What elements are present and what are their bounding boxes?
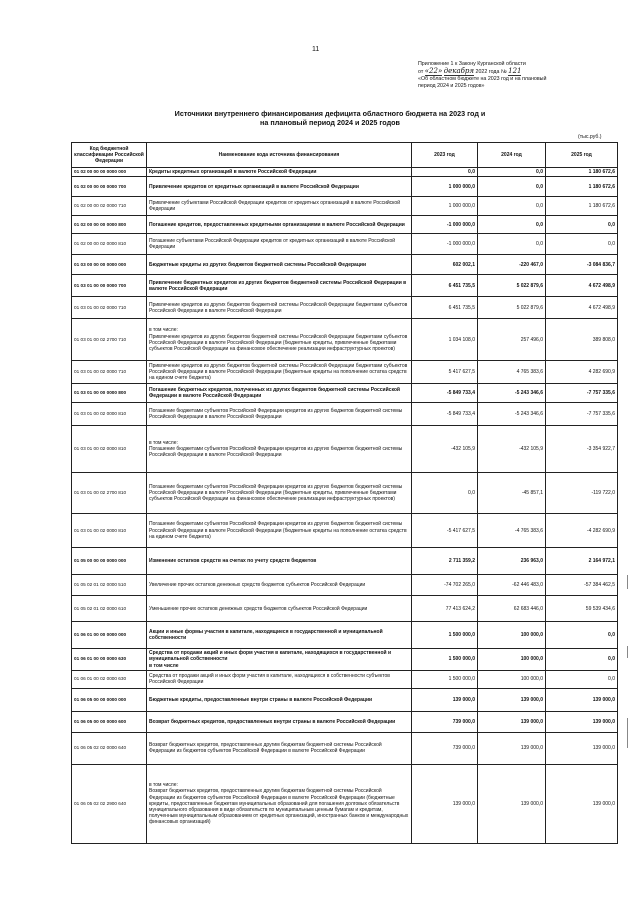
title-line-1: Источники внутреннего финансирования дефицита областного бюджета на 2023 год и [174, 109, 486, 118]
row-code: 01 05 02 01 02 0000 610 [72, 596, 147, 622]
row-code: 01 02 00 00 00 0000 000 [72, 168, 147, 177]
row-value-2023: -5 849 733,4 [412, 403, 478, 426]
row-code: 01 03 01 00 02 0000 710 [72, 297, 147, 319]
row-name: в том числе: Привлечение кредитов из других бюджетов бюджетной системы Российской Федерации бюджетами субъектов Российской Федерации в валюте Российской Федерации (бюджетные кредиты, привлеченные бюджетами субъектов Российской Федерации на финансовое обеспечение реализации инфраструктурных проектов) [147, 319, 412, 361]
table-row [72, 575, 618, 596]
row-name: Погашение бюджетами субъектов Российской Федерации кредитов из других бюджетов бюджетной системы Российской Федерации в валюте Российской Федерации [147, 403, 412, 426]
row-value-2024: 0,0 [478, 177, 546, 197]
table-row [72, 197, 618, 216]
table-row [72, 473, 618, 514]
row-value-2023: 77 413 624,2 [412, 596, 478, 622]
row-code: 01 03 01 00 02 2700 710 [72, 319, 147, 361]
row-code: 01 03 01 00 02 2700 810 [72, 473, 147, 514]
row-value-2024: -432 105,9 [478, 426, 546, 473]
row-value-2023: -5 849 733,4 [412, 384, 478, 403]
margin-tick [627, 646, 628, 658]
row-value-2025: -3 354 922,7 [546, 426, 618, 473]
row-value-2024: 4 765 383,6 [478, 361, 546, 384]
row-value-2025: 139 000,0 [546, 732, 618, 764]
row-code: 01 03 01 00 00 0000 700 [72, 275, 147, 297]
table-row [72, 688, 618, 711]
table-row [72, 255, 618, 275]
row-value-2024: -62 446 483,0 [478, 575, 546, 596]
document-title [130, 109, 530, 127]
table-row [72, 649, 618, 671]
row-code: 01 05 02 01 02 0000 510 [72, 575, 147, 596]
row-value-2024: 5 022 879,6 [478, 275, 546, 297]
table-row [72, 177, 618, 197]
row-name: в том числе: Возврат бюджетных кредитов, предоставленных другим бюджетам бюджетной системы Российской Федерации из бюджетов субъектов Российской Федерации в валюте Российской Федерации (бюджетные кредиты, предоставленные бюджетам муниципальных образований для погашения долговых обязательств муниципального образования в виде обязательств по муниципальным ценным бумагам и кредитам, полученным муниципальным образованием от кредитных организаций, иностранных банков и международных финансовых организаций) [147, 764, 412, 843]
table-body [72, 168, 618, 844]
row-value-2023: 1 500 000,0 [412, 622, 478, 649]
table-row [72, 216, 618, 234]
row-name: Средства от продажи акций и иных форм участия в капитале, находящихся в государственной и муниципальной собственности в том числе [147, 649, 412, 671]
row-name: Возврат бюджетных кредитов, предоставленных внутри страны в валюте Российской Федерации [147, 711, 412, 732]
row-value-2024: -220 467,0 [478, 255, 546, 275]
row-value-2024: 0,0 [478, 197, 546, 216]
table-row [72, 426, 618, 473]
table-row [72, 548, 618, 575]
table-row [72, 732, 618, 764]
row-name: Кредиты кредитных организаций в валюте Российской Федерации [147, 168, 412, 177]
table-row [72, 622, 618, 649]
row-value-2023: 139 000,0 [412, 688, 478, 711]
table-row [72, 297, 618, 319]
header-code: Код бюджетной классификации Российской Федерации [72, 143, 147, 168]
row-code: 01 06 01 00 02 0000 630 [72, 670, 147, 688]
table-row [72, 234, 618, 255]
row-name: Акции и иные формы участия в капитале, находящиеся в государственной и муниципальной собственности [147, 622, 412, 649]
row-name: Привлечение бюджетных кредитов из других бюджетов бюджетной системы Российской Федерации в валюте Российской Федерации [147, 275, 412, 297]
row-value-2023: 1 500 000,0 [412, 670, 478, 688]
row-value-2023: -432 105,9 [412, 426, 478, 473]
table-row [72, 711, 618, 732]
row-name: Бюджетные кредиты из других бюджетов бюджетной системы Российской Федерации [147, 255, 412, 275]
row-code: 01 02 00 00 02 0000 710 [72, 197, 147, 216]
margin-tick [627, 718, 628, 748]
row-code: 01 03 01 00 02 0000 810 [72, 514, 147, 548]
row-value-2023: -74 702 265,0 [412, 575, 478, 596]
row-value-2023: 2 711 359,2 [412, 548, 478, 575]
row-value-2023: 739 000,0 [412, 711, 478, 732]
page-number: 11 [312, 46, 320, 53]
row-code: 01 06 05 00 00 0000 000 [72, 688, 147, 711]
appendix-line-2 [418, 68, 618, 76]
row-name: Погашение бюджетами субъектов Российской Федерации кредитов из других бюджетов бюджетной системы Российской Федерации в валюте Российской Федерации (бюджетные кредиты на пополнение остатка средств на едином счете бюджета) [147, 514, 412, 548]
row-value-2023: 6 451 735,5 [412, 275, 478, 297]
row-name: Привлечение кредитов от кредитных организаций в валюте Российской Федерации [147, 177, 412, 197]
row-value-2024: -4 765 383,6 [478, 514, 546, 548]
row-value-2025: -4 282 690,9 [546, 514, 618, 548]
row-value-2025: 2 164 972,1 [546, 548, 618, 575]
row-value-2024: 139 000,0 [478, 711, 546, 732]
row-value-2025: -119 722,0 [546, 473, 618, 514]
row-name: Погашение кредитов, предоставленных кредитными организациями в валюте Российской Федерации [147, 216, 412, 234]
appendix-number: 121 [508, 67, 522, 75]
appendix-line-3: «Об областном бюджете на 2023 год и на плановый [418, 76, 547, 82]
row-value-2023: 1 500 000,0 [412, 649, 478, 671]
table-row [72, 764, 618, 843]
row-name: Средства от продажи акций и иных форм участия в капитале, находящихся в собственности субъектов Российской Федерации [147, 670, 412, 688]
row-value-2024: 236 963,0 [478, 548, 546, 575]
margin-tick [627, 575, 628, 589]
table-row [72, 403, 618, 426]
row-value-2024: 0,0 [478, 216, 546, 234]
row-code: 01 03 00 00 00 0000 000 [72, 255, 147, 275]
row-value-2025: 4 672 498,9 [546, 275, 618, 297]
row-value-2023: 0,0 [412, 473, 478, 514]
row-name: Погашение бюджетами субъектов Российской Федерации кредитов из других бюджетов бюджетной системы Российской Федерации в валюте Российской Федерации (бюджетные кредиты, привлеченные бюджетами субъектов Российской Федерации на финансовое обеспечение реализации инфраструктурных проектов) [147, 473, 412, 514]
row-value-2023: -1 000 000,0 [412, 234, 478, 255]
appendix-note [418, 61, 618, 90]
row-value-2025: -57 384 462,5 [546, 575, 618, 596]
row-value-2024: 100 000,0 [478, 622, 546, 649]
row-name: Увеличение прочих остатков денежных средств бюджетов субъектов Российской Федерации [147, 575, 412, 596]
row-value-2025: 139 000,0 [546, 688, 618, 711]
row-name: Изменение остатков средств на счетах по учету средств бюджетов [147, 548, 412, 575]
appendix-day: «22» [424, 67, 443, 75]
row-value-2025: 389 808,0 [546, 319, 618, 361]
row-value-2025: 1 180 672,6 [546, 177, 618, 197]
row-code: 01 05 00 00 00 0000 000 [72, 548, 147, 575]
row-value-2025: 0,0 [546, 234, 618, 255]
row-value-2025: 1 180 672,6 [546, 168, 618, 177]
financing-sources-table [71, 142, 618, 844]
table-row [72, 319, 618, 361]
row-value-2024: -45 857,1 [478, 473, 546, 514]
appendix-month: декабря [443, 67, 475, 75]
row-code: 01 03 01 00 02 0000 710 [72, 361, 147, 384]
row-code: 01 03 01 00 02 0000 810 [72, 426, 147, 473]
row-code: 01 06 05 02 02 2900 640 [72, 764, 147, 843]
row-value-2024: 257 496,0 [478, 319, 546, 361]
row-code: 01 03 01 00 00 0000 800 [72, 384, 147, 403]
appendix-from: от [418, 69, 424, 75]
row-name: Уменьшение прочих остатков денежных средств бюджетов субъектов Российской Федерации [147, 596, 412, 622]
row-value-2023: -1 000 000,0 [412, 216, 478, 234]
row-value-2024: 139 000,0 [478, 764, 546, 843]
row-value-2023: 5 417 627,5 [412, 361, 478, 384]
row-value-2024: 100 000,0 [478, 670, 546, 688]
table-header-row [72, 143, 618, 168]
table-row [72, 168, 618, 177]
row-value-2023: -5 417 627,5 [412, 514, 478, 548]
appendix-year: 2022 года № [475, 69, 507, 75]
table-row [72, 670, 618, 688]
header-2023: 2023 год [412, 143, 478, 168]
row-code: 01 02 00 00 00 0000 800 [72, 216, 147, 234]
row-value-2024: -5 243 346,6 [478, 384, 546, 403]
table-row [72, 275, 618, 297]
row-value-2023: 1 034 108,0 [412, 319, 478, 361]
header-name: Наименование кода источника финансирования [147, 143, 412, 168]
row-code: 01 03 01 00 02 0000 810 [72, 403, 147, 426]
row-code: 01 06 01 00 00 0000 630 [72, 649, 147, 671]
row-value-2025: 1 180 672,6 [546, 197, 618, 216]
row-value-2024: 0,0 [478, 234, 546, 255]
row-value-2023: 1 000 000,0 [412, 197, 478, 216]
row-value-2025: 0,0 [546, 670, 618, 688]
row-name: Погашение бюджетных кредитов, полученных из других бюджетов бюджетной системы Российской Федерации в валюте Российской Федерации [147, 384, 412, 403]
row-value-2023: 139 000,0 [412, 764, 478, 843]
row-value-2024: 100 000,0 [478, 649, 546, 671]
table-row [72, 514, 618, 548]
row-name: Бюджетные кредиты, предоставленные внутри страны в валюте Российской Федерации [147, 688, 412, 711]
row-value-2024: 62 683 446,0 [478, 596, 546, 622]
row-name: Возврат бюджетных кредитов, предоставленных другим бюджетам бюджетной системы Российской Федерации из бюджетов субъектов Российской Федерации в валюте Российской Федерации [147, 732, 412, 764]
row-value-2025: 59 539 434,6 [546, 596, 618, 622]
row-value-2025: 139 000,0 [546, 764, 618, 843]
table-row [72, 384, 618, 403]
row-value-2024: -5 243 346,6 [478, 403, 546, 426]
row-value-2025: -7 757 335,6 [546, 384, 618, 403]
row-code: 01 02 00 00 00 0000 700 [72, 177, 147, 197]
row-value-2025: 4 672 498,9 [546, 297, 618, 319]
row-value-2024: 139 000,0 [478, 732, 546, 764]
row-code: 01 06 05 00 00 0000 600 [72, 711, 147, 732]
row-value-2024: 139 000,0 [478, 688, 546, 711]
row-value-2023: 1 000 000,0 [412, 177, 478, 197]
table-row [72, 596, 618, 622]
row-name: Погашение субъектами Российской Федерации кредитов от кредитных организаций в валюте Российской Федерации [147, 234, 412, 255]
header-2025: 2025 год [546, 143, 618, 168]
row-value-2025: -7 757 335,6 [546, 403, 618, 426]
row-code: 01 06 01 00 00 0000 000 [72, 622, 147, 649]
row-name: Привлечение субъектами Российской Федерации кредитов от кредитных организаций в валюте Российской Федерации [147, 197, 412, 216]
row-value-2025: 0,0 [546, 216, 618, 234]
row-value-2025: 139 000,0 [546, 711, 618, 732]
row-name: Привлечение кредитов из других бюджетов бюджетной системы Российской Федерации бюджетами субъектов Российской Федерации в валюте Российской Федерации (бюджетные кредиты на пополнение остатка средств на едином счете бюджета) [147, 361, 412, 384]
row-value-2024: 5 022 879,6 [478, 297, 546, 319]
table-row [72, 361, 618, 384]
row-value-2025: 0,0 [546, 649, 618, 671]
row-code: 01 02 00 00 02 0000 810 [72, 234, 147, 255]
unit-label: (тыс.руб.) [578, 134, 602, 140]
row-value-2025: 4 282 690,9 [546, 361, 618, 384]
row-value-2023: 0,0 [412, 168, 478, 177]
row-value-2023: 602 002,1 [412, 255, 478, 275]
row-value-2023: 6 451 735,5 [412, 297, 478, 319]
row-value-2025: 0,0 [546, 622, 618, 649]
row-value-2025: -3 084 836,7 [546, 255, 618, 275]
header-2024: 2024 год [478, 143, 546, 168]
row-value-2023: 739 000,0 [412, 732, 478, 764]
row-name: в том числе: Погашение бюджетами субъектов Российской Федерации кредитов из других бюджетов бюджетной системы Российской Федерации в валюте Российской Федерации [147, 426, 412, 473]
title-line-2: на плановый период 2024 и 2025 годов [260, 118, 400, 127]
row-name: Привлечение кредитов из других бюджетов бюджетной системы Российской Федерации бюджетами субъектов Российской Федерации в валюте Российской Федерации [147, 297, 412, 319]
appendix-line-4: период 2024 и 2025 годов» [418, 83, 485, 89]
row-value-2024: 0,0 [478, 168, 546, 177]
appendix-line-1: Приложение 1 к Закону Курганской области [418, 61, 526, 67]
row-code: 01 06 05 02 02 0000 640 [72, 732, 147, 764]
